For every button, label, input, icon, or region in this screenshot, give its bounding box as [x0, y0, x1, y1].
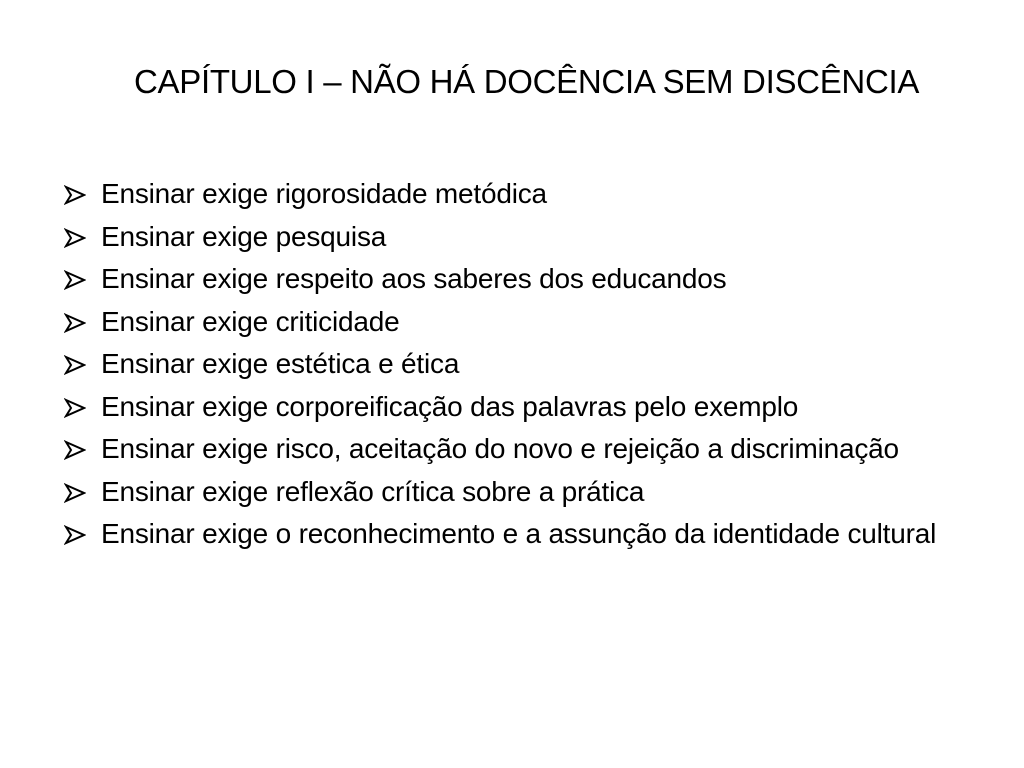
arrowhead-bullet-icon	[64, 180, 92, 208]
bullet-list	[64, 180, 984, 563]
arrowhead-bullet-icon	[64, 435, 92, 463]
list-item	[64, 220, 984, 252]
list-item-text: Ensinar exige respeito aos saberes dos educandos	[101, 263, 727, 294]
arrowhead-bullet-icon	[64, 520, 92, 548]
list-item	[64, 350, 984, 378]
list-item	[64, 520, 984, 548]
list-item-text: Ensinar exige estética e ética	[101, 348, 460, 379]
arrowhead-bullet-icon	[64, 265, 92, 293]
list-item-text: Ensinar exige corporeificação das palavras pelo exemplo	[101, 390, 799, 422]
list-item-text: Ensinar exige reflexão crítica sobre a prática	[101, 475, 645, 507]
arrowhead-bullet-icon	[64, 350, 92, 378]
list-item-text: Ensinar exige rigorosidade metódica	[101, 178, 547, 209]
arrowhead-bullet-icon	[64, 393, 92, 421]
list-item	[64, 180, 984, 208]
slide-title: CAPÍTULO I – NÃO HÁ DOCÊNCIA SEM DISCÊNCIA	[134, 63, 920, 100]
list-item	[64, 265, 984, 293]
list-item-text: Ensinar exige pesquisa	[101, 220, 387, 252]
list-item-text: Ensinar exige criticidade	[101, 305, 400, 337]
arrowhead-bullet-icon	[64, 308, 92, 336]
list-item	[64, 435, 984, 463]
arrowhead-bullet-icon	[64, 478, 92, 506]
list-item	[64, 390, 984, 422]
arrowhead-bullet-icon	[64, 223, 92, 251]
list-item-text: Ensinar exige o reconhecimento e a assunção da identidade cultural	[101, 518, 937, 549]
list-item	[64, 475, 984, 507]
list-item-text: Ensinar exige risco, aceitação do novo e rejeição a discriminação	[101, 433, 899, 464]
list-item	[64, 305, 984, 337]
